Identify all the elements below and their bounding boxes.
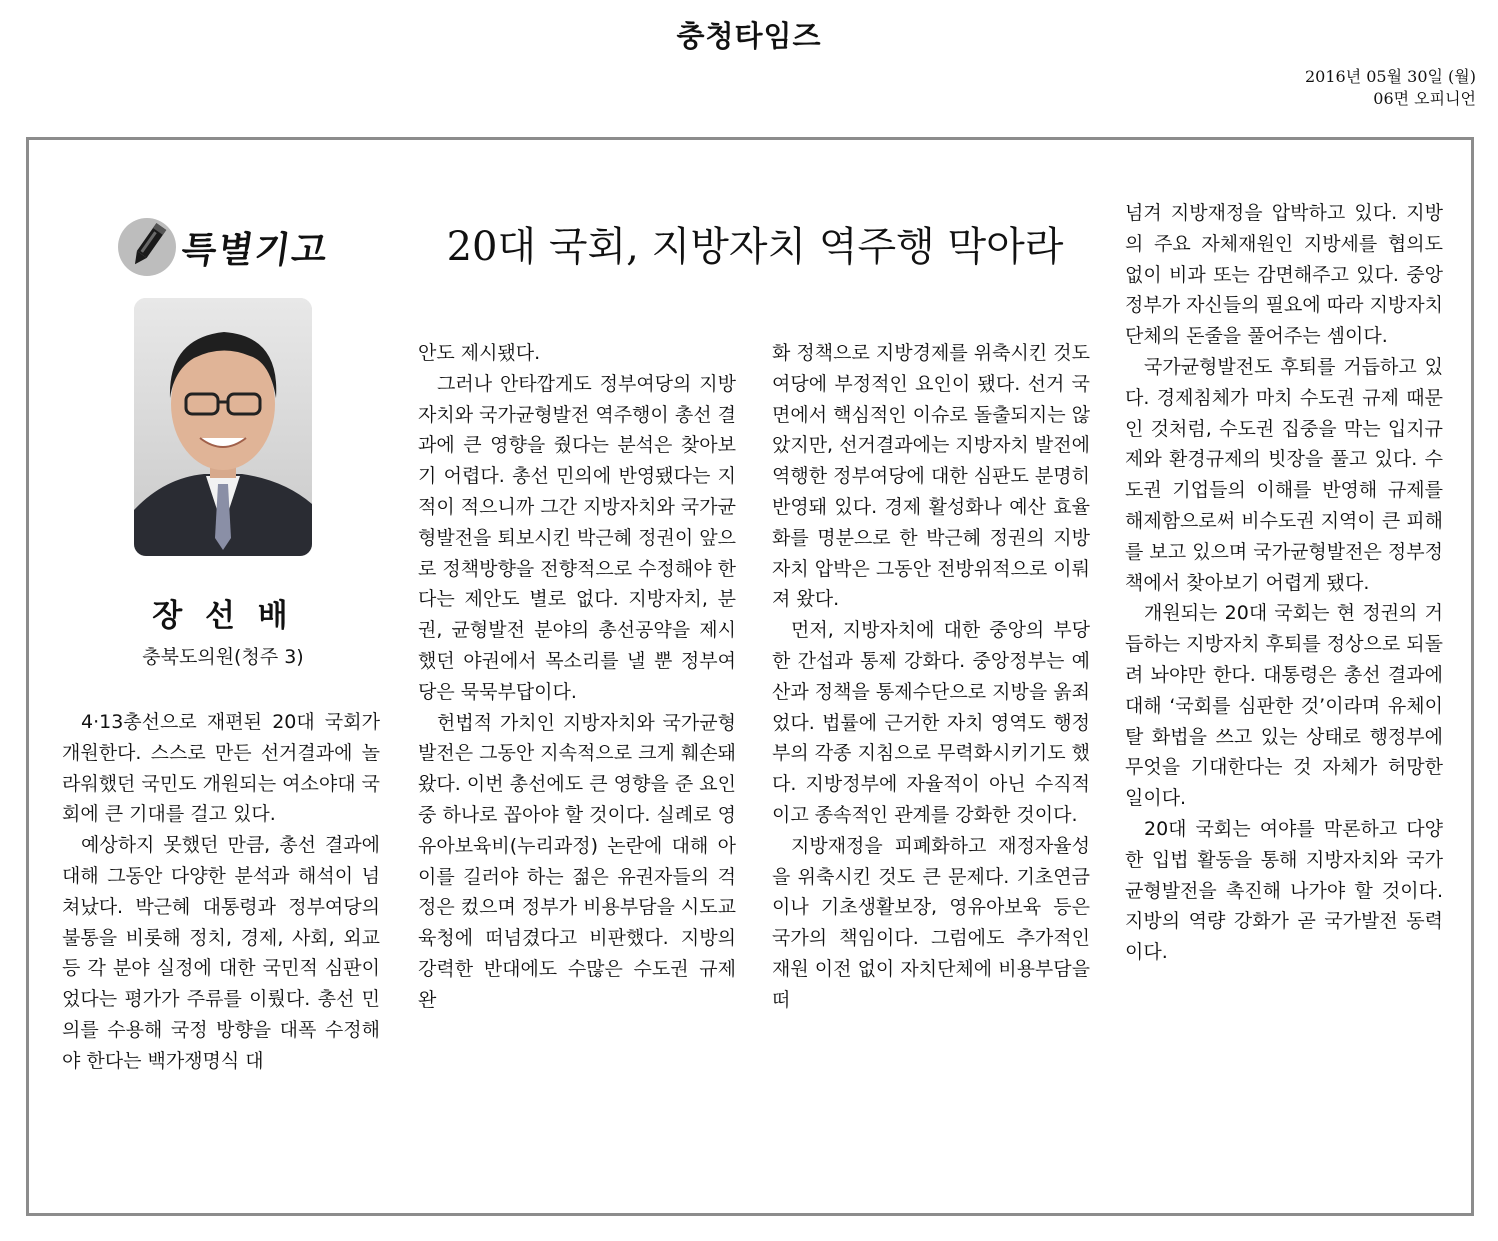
paragraph: 국가균형발전도 후퇴를 거듭하고 있다. 경제침체가 마치 수도권 규제 때문인 것처럼, 수도권 집중을 막는 입지규제와 환경규제의 빗장을 풀고 있다. 수도권 기업들의 이해를 반영해 규제를 해제함으로써 비수도권 지역이 큰 피해를 보고 있으며 국가균형발전은 정부정책에서 찾아보기 어렵게 됐다. [1125,355,1443,594]
article-column-4 [1125,198,1443,968]
author-photo [134,298,312,556]
article-column-1 [62,707,380,1077]
paragraph: 그러나 안타깝게도 정부여당의 지방자치와 국가균형발전 역주행이 총선 결과에 큰 영향을 줬다는 분석은 찾아보기 어렵다. 총선 민의에 반영됐다는 지적이 적으니까 그간 지방자치와 국가균형발전을 퇴보시킨 박근혜 정권이 앞으로 정책방향을 전향적으로 수정해야 한다는 제안도 별로 없다. 지방자치, 분권, 균형발전 분야의 총선공약을 제시했던 야권에서 목소리를 낼 뿐 정부여당은 묵묵부답이다. [418,372,736,703]
paragraph: 안도 제시됐다. [418,342,541,364]
article-headline: 20대 국회, 지방자치 역주행 막아라 [446,224,1064,270]
newspaper-masthead: 충청타임즈 [676,19,822,53]
article-column-3 [772,338,1090,1016]
paragraph: 지방재정을 피폐화하고 재정자율성을 위축시킨 것도 큰 문제다. 기초연금이나 기초생활보장, 영유아보육 등은 국가의 책임이다. 그럼에도 추가적인 재원 이전 없이 자치단체에 비용부담을 떠 [772,834,1090,1011]
article-column-2 [418,338,736,1016]
paragraph: 헌법적 가치인 지방자치와 국가균형발전은 그동안 지속적으로 크게 훼손돼 왔다. 이번 총선에도 큰 영향을 준 요인 중 하나로 꼽아야 할 것이다. 실례로 영유아보육비(누리과정) 논란에 대해 아이를 길러야 하는 젊은 유권자들의 걱정은 컸으며 정부가 비용부담을 시도교육청에 떠넘겼다고 비판했다. 지방의 강력한 반대에도 수많은 수도권 규제 완 [418,711,736,1011]
pencil-icon [118,218,176,276]
paragraph: 먼저, 지방자치에 대한 중앙의 부당한 간섭과 통제 강화다. 중앙정부는 예산과 정책을 통제수단으로 지방을 옭죄었다. 법률에 근거한 자치 영역도 행정부의 각종 지침으로 무력화시키기도 했다. 지방정부에 자율적이 아닌 수직적이고 종속적인 관계를 강화한 것이다. [772,619,1090,826]
paragraph: 20대 국회는 여야를 막론하고 다양한 입법 활동을 통해 지방자치와 국가균형발전을 촉진해 나가야 할 것이다. 지방의 역량 강화가 곧 국가발전 동력이다. [1125,817,1443,964]
paragraph: 넘겨 지방재정을 압박하고 있다. 지방의 주요 자체재원인 지방세를 협의도 없이 비과 또는 감면해주고 있다. 중앙정부가 자신들의 필요에 따라 지방자치단체의 돈줄을 풀어주는 셈이다. [1125,202,1443,348]
page-section: 06면 오피니언 [1373,89,1476,108]
paragraph: 개원되는 20대 국회는 현 정권의 거듭하는 지방자치 후퇴를 정상으로 되돌려 놔야만 한다. 대통령은 총선 결과에 대해 ‘국회를 심판한 것’이라며 유체이탈 화법을 쓰고 있는 상태로 행정부에 무엇을 기대한다는 것 자체가 허망한 일이다. [1125,602,1443,810]
author-name: 장 선 배 [152,598,294,634]
badge-label: 특별기고 [178,229,332,271]
paragraph: 화 정책으로 지방경제를 위축시킨 것도 여당에 부정적인 요인이 됐다. 선거 국면에서 핵심적인 이슈로 돌출되지는 않았지만, 선거결과에는 지방자치 발전에 역행한 정부여당에 대한 심판도 분명히 반영돼 있다. 경제 활성화나 예산 효율화를 명분으로 한 박근혜 정권의 지방자치 압박은 그동안 전방위적으로 이뤄져 왔다. [772,342,1090,611]
author-role: 충북도의원(청주 3) [142,646,304,668]
dateline [1305,66,1476,110]
paragraph: 4·13총선으로 재편된 20대 국회가 개원한다. 스스로 만든 선거결과에 놀라워했던 국민도 개원되는 여소야대 국회에 큰 기대를 걸고 있다. [62,711,380,826]
special-contribution-badge [118,212,332,282]
publish-date: 2016년 05월 30일 (월) [1304,67,1476,86]
paragraph: 예상하지 못했던 만큼, 총선 결과에 대해 그동안 다양한 분석과 해석이 넘쳐났다. 박근혜 대통령과 정부여당의 불통을 비롯해 정치, 경제, 사회, 외교 등 각 분야 실정에 대한 국민적 심판이었다는 평가가 주류를 이뤘다. 총선 민의를 수용해 국정 방향을 대폭 수정해야 한다는 백가쟁명식 대 [62,834,380,1072]
